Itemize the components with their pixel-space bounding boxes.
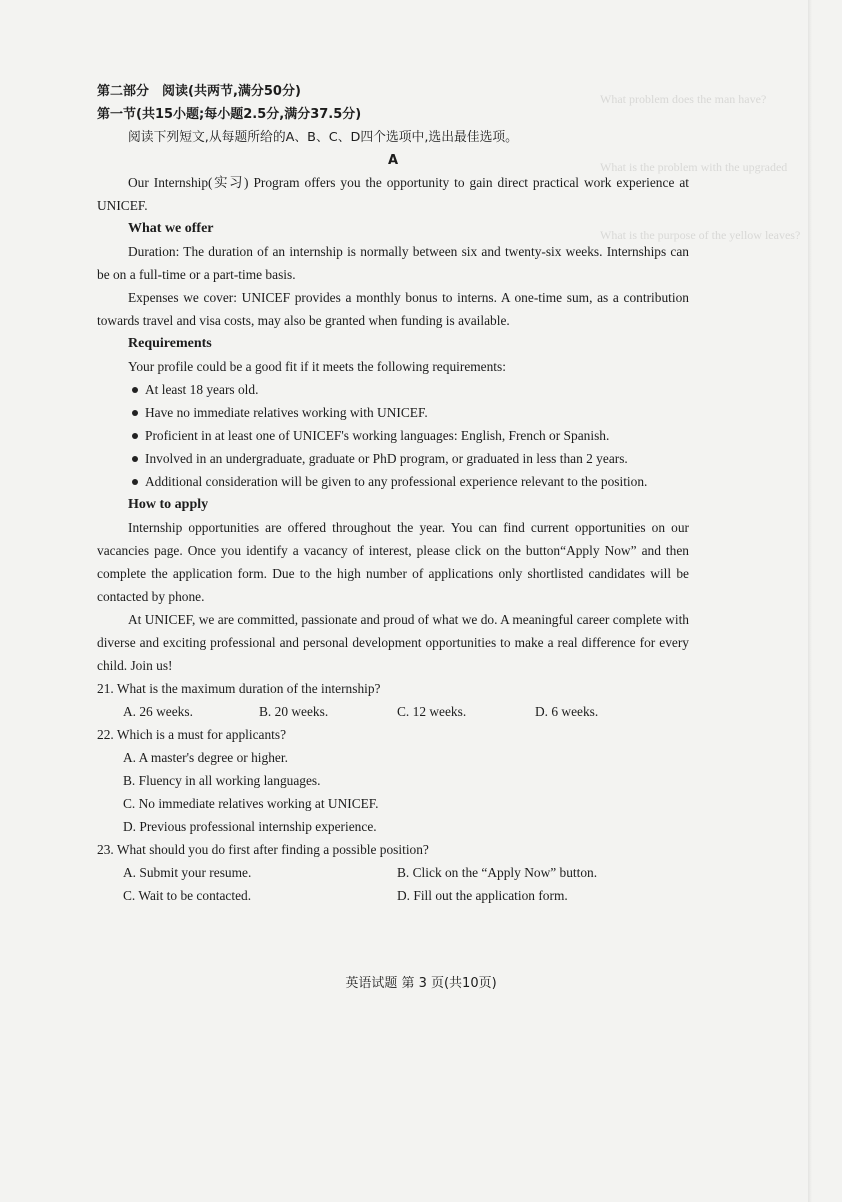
- question-stem: 23. What should you do first after finding a possible position?: [97, 842, 429, 857]
- option-row: [97, 884, 689, 907]
- document-body: [97, 80, 689, 907]
- option-d[interactable]: D. 6 weeks.: [535, 704, 599, 719]
- bullet-icon: [132, 479, 138, 485]
- bullet-icon: [132, 387, 138, 393]
- option-c[interactable]: C. No immediate relatives working at UNICEF.: [123, 796, 379, 811]
- bleed-through-text: What is the problem with the upgraded: [600, 160, 788, 174]
- question-stem: 22. Which is a must for applicants?: [97, 727, 287, 742]
- passage-intro: Our Internship(实习) Program offers you the opportunity to gain direct practical work experience at UNICEF.: [97, 175, 689, 213]
- option-c[interactable]: C. 12 weeks.: [397, 704, 467, 719]
- option-d[interactable]: D. Previous professional internship experience.: [123, 819, 377, 834]
- passage-label: A: [387, 153, 399, 168]
- option-d[interactable]: D. Fill out the application form.: [397, 888, 568, 903]
- option-b[interactable]: B. Click on the “Apply Now” button.: [397, 865, 598, 880]
- bleed-through-text: What problem does the man have?: [600, 92, 767, 106]
- requirement-item: Involved in an undergraduate, graduate or PhD program, or graduated in less than 2 years.: [97, 447, 689, 470]
- requirement-item: Proficient in at least one of UNICEF's working languages: English, French or Spanish.: [97, 424, 689, 447]
- apply-paragraph-1: Internship opportunities are offered throughout the year. You can find current opportunities on our vacancies page. Once you identify a vacancy of interest, please click on the button“Apply Now” and then complete the application form. Due to the high number of applications only shortlisted candidates will be contacted by phone.: [97, 520, 689, 604]
- requirement-item: Additional consideration will be given to any professional experience relevant to the position.: [97, 470, 689, 493]
- option-b[interactable]: B. 20 weeks.: [259, 704, 329, 719]
- requirements-heading: Requirements: [128, 336, 212, 351]
- duration-paragraph: Duration: The duration of an internship is normally between six and twenty-six weeks. Internships can be on a full-time or a part-time basis.: [97, 244, 689, 282]
- page-footer: 英语试题 第 3 页(共10页): [345, 976, 497, 991]
- offer-heading: What we offer: [128, 221, 214, 236]
- expenses-paragraph: Expenses we cover: UNICEF provides a monthly bonus to interns. A one-time sum, as a contribution towards travel and visa costs, may also be granted when funding is available.: [97, 290, 689, 328]
- bleed-through-text: What is the purpose of the yellow leaves?: [600, 228, 801, 242]
- requirements-intro: Your profile could be a good fit if it meets the following requirements:: [128, 359, 506, 374]
- option-a[interactable]: A. A master's degree or higher.: [123, 750, 288, 765]
- option-b[interactable]: B. Fluency in all working languages.: [123, 773, 321, 788]
- requirement-item: At least 18 years old.: [97, 378, 689, 401]
- option-row: [97, 700, 689, 723]
- bullet-icon: [132, 456, 138, 462]
- page-edge-shadow: [808, 0, 812, 1202]
- section-heading: 第一节(共15小题;每小题2.5分,满分37.5分): [97, 107, 362, 122]
- apply-paragraph-2: At UNICEF, we are committed, passionate and proud of what we do. A meaningful career complete with diverse and exciting professional and personal development opportunities to make a real difference for every child. Join us!: [97, 612, 689, 673]
- question-stem: 21. What is the maximum duration of the internship?: [97, 681, 381, 696]
- part-heading: 第二部分 阅读(共两节,满分50分): [97, 84, 301, 99]
- bullet-icon: [132, 410, 138, 416]
- bullet-icon: [132, 433, 138, 439]
- instruction-text: 阅读下列短文,从每题所给的A、B、C、D四个选项中,选出最佳选项。: [128, 130, 518, 145]
- option-a[interactable]: A. Submit your resume.: [123, 865, 252, 880]
- option-row: [97, 861, 689, 884]
- apply-heading: How to apply: [128, 497, 209, 512]
- requirement-item: Have no immediate relatives working with UNICEF.: [97, 401, 689, 424]
- option-c[interactable]: C. Wait to be contacted.: [123, 888, 252, 903]
- option-a[interactable]: A. 26 weeks.: [123, 704, 193, 719]
